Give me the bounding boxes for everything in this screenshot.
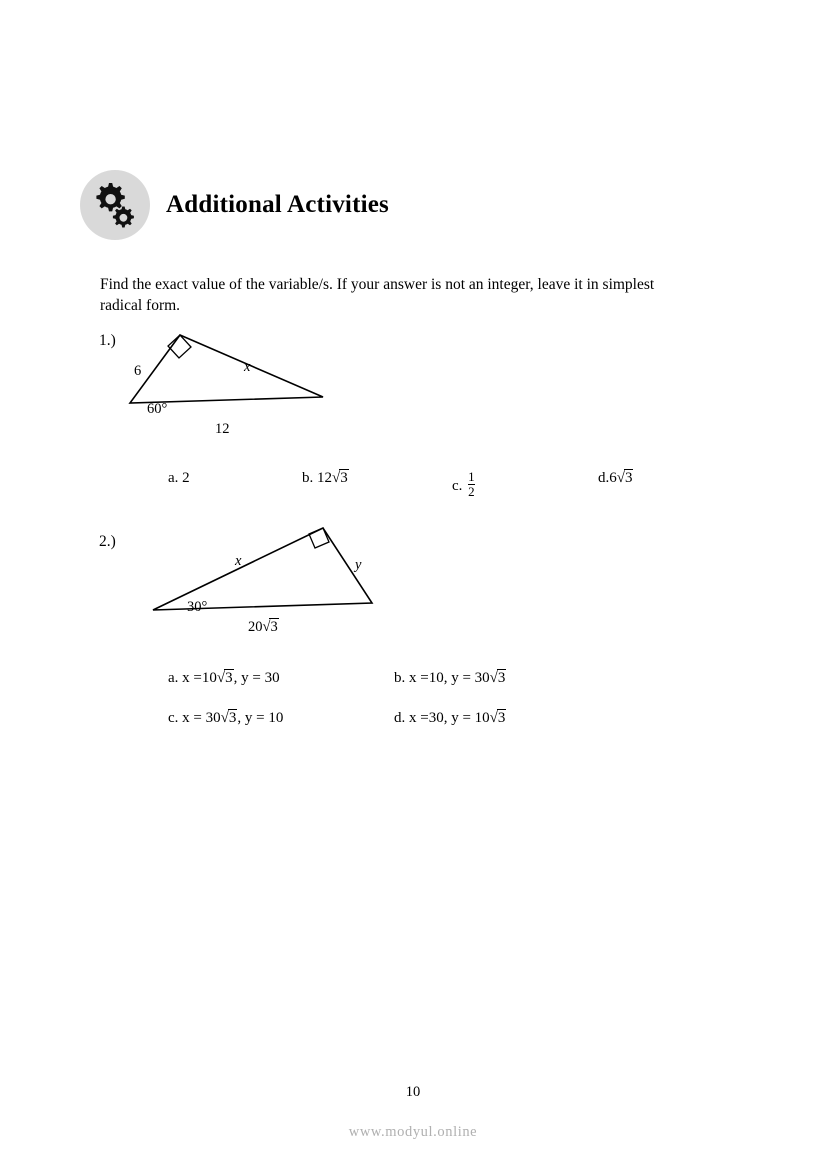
radical-sign: √3	[216, 670, 233, 686]
question-1-choice-b[interactable]	[302, 470, 349, 487]
choice-text-pre: x =10	[182, 670, 217, 686]
radicand: 3	[225, 670, 233, 686]
choice-text: 2	[182, 470, 190, 486]
choice-key: a.	[168, 670, 179, 686]
question-1-angle-label: 60°	[147, 401, 168, 417]
question-1-choice-d[interactable]	[598, 470, 633, 487]
choice-key: d.	[598, 470, 610, 486]
choice-key: b.	[302, 470, 314, 486]
question-1-choice-a[interactable]	[168, 470, 190, 487]
radicand: 3	[340, 470, 348, 486]
choice-text-pre: x = 30	[182, 710, 221, 726]
fraction-numerator: 1	[468, 469, 475, 484]
radicand: 3	[228, 710, 237, 726]
choice-text-pre: x =30, y = 10	[409, 710, 490, 726]
watermark: www.modyul.online	[348, 1124, 478, 1140]
choice-text-pre: x =10, y = 30	[409, 670, 490, 686]
question-2-number: 2.)	[99, 533, 116, 550]
section-header	[80, 170, 389, 240]
radical-sign: √3	[220, 710, 237, 726]
radical-sign: √3	[489, 710, 506, 726]
radical-sign: √3	[489, 670, 506, 686]
choice-key: c.	[452, 477, 463, 494]
question-1-hypotenuse-variable: x	[244, 359, 251, 375]
question-2-variable-y: y	[355, 557, 362, 573]
instructions-text: Find the exact value of the variable/s. If your answer is not an integer, leave it in simplest radical form.	[100, 276, 655, 314]
section-title: Additional Activities	[166, 191, 389, 218]
question-1-side-bottom-label: 12	[215, 421, 230, 437]
radicand: 3	[624, 470, 633, 486]
gears-icon	[80, 170, 150, 240]
question-2-choice-a[interactable]	[168, 670, 280, 687]
fraction	[468, 470, 475, 498]
radical-sign: √3	[616, 470, 633, 486]
choice-key: d.	[394, 710, 406, 726]
radicand: 3	[497, 670, 506, 686]
question-1-side-left-label: 6	[134, 363, 142, 379]
choice-text-post: , y = 10	[237, 710, 284, 726]
question-2-choice-b[interactable]	[394, 670, 506, 687]
radical-sign: √3	[332, 470, 348, 486]
page-number: 10	[405, 1084, 421, 1100]
fraction-denominator: 2	[468, 483, 475, 499]
question-2-angle-label: 30°	[187, 599, 208, 615]
choice-text: 6	[609, 470, 617, 486]
question-1-number: 1.)	[99, 332, 116, 349]
question-2-variable-x: x	[235, 553, 242, 569]
question-1-figure	[118, 325, 348, 440]
radicand: 3	[497, 710, 506, 726]
choice-key: b.	[394, 670, 406, 686]
question-2-side-bottom-label: 20√3	[248, 619, 278, 635]
choice-text: 12	[317, 470, 332, 486]
question-2-choice-c[interactable]	[168, 710, 283, 727]
choice-key: c.	[168, 710, 179, 726]
question-1-choice-c[interactable]	[452, 470, 475, 498]
question-2-choice-d[interactable]	[394, 710, 506, 727]
choice-key: a.	[168, 470, 179, 486]
choice-text-post: , y = 30	[233, 670, 280, 686]
question-2-figure	[140, 515, 400, 635]
